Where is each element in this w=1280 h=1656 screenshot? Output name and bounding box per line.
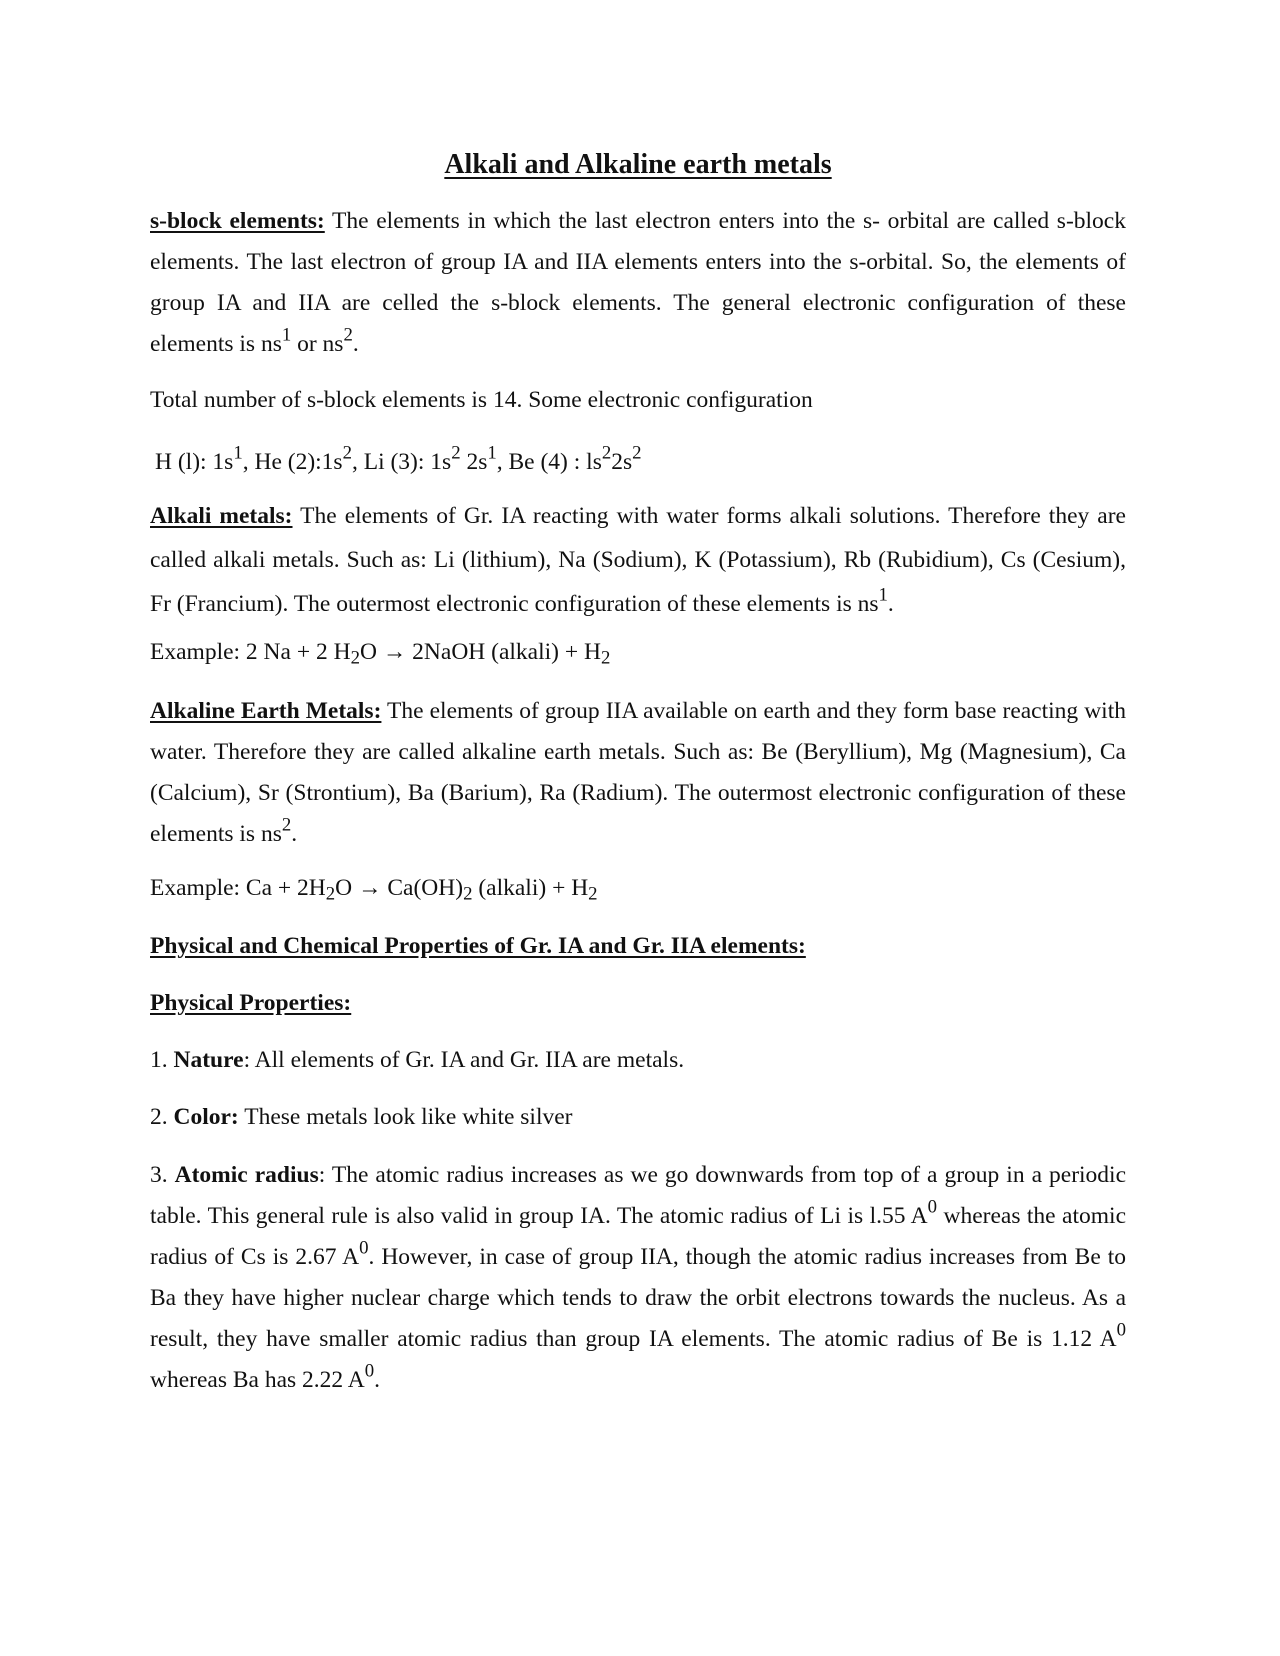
alkaline-earth-text-2: . (291, 821, 298, 847)
example-1-line (150, 632, 1126, 673)
property-item-nature (150, 1040, 1126, 1081)
config-li-sup-1: 2 (451, 442, 461, 464)
config-be-sup-2: 2 (632, 442, 642, 464)
item-1-text: : All elements of Gr. IA and Gr. IIA are metals. (243, 1047, 685, 1073)
config-h: H (l): 1s (155, 449, 234, 475)
s-block-sup-2: 2 (343, 324, 353, 346)
s-block-label: s-block elements: (150, 208, 325, 234)
example-1-sub-1: 2 (350, 647, 360, 669)
item-1-number: 1. (150, 1047, 174, 1073)
config-be: , Be (4) : ls (496, 449, 602, 475)
example-2-line (150, 868, 1126, 909)
item-3-sup-2: 0 (359, 1237, 369, 1259)
item-2-text: These metals look like white silver (238, 1104, 573, 1130)
property-item-atomic-radius (150, 1155, 1126, 1401)
alkali-paragraph (150, 494, 1126, 626)
s-block-text-3: . (352, 331, 359, 357)
item-2-label: Color: (173, 1104, 239, 1130)
item-3-sup-1: 0 (927, 1196, 938, 1218)
item-3-sup-3: 0 (1116, 1319, 1126, 1341)
item-3-label: Atomic radius (174, 1162, 319, 1188)
alkali-sup: 1 (878, 584, 888, 606)
item-3-sup-4: 0 (364, 1360, 375, 1382)
example-1-a: Example: 2 Na + 2 H (150, 639, 351, 665)
s-block-sup-1: 1 (281, 324, 292, 346)
example-2-b: O → Ca(OH) (335, 875, 464, 901)
item-3-number: 3. (150, 1162, 175, 1188)
alkaline-earth-sup: 2 (281, 814, 292, 836)
s-block-text: The elements in which the last electron enters into the s- orbital are called s-block elements. The last electron of group IA and IIA elements enters into the s-orbital. So, the elements of group IA and IIA are celled the s-block elements. The general electronic configuration of these elements is ns (150, 208, 1126, 357)
item-3-text-1: : The atomic radius increases as we go downwards from top of a group in a periodic table. This general rule is also valid in group IA. The atomic radius of Li is l.55 A (150, 1162, 1127, 1229)
item-3-text-2: whereas the atomic radius of Cs is 2.67 A (150, 1203, 1127, 1270)
config-li: , Li (3): 1s (351, 449, 452, 475)
total-paragraph: Total number of s-block elements is 14. Some electronic configuration (150, 387, 813, 413)
config-li-sup-2: 1 (487, 442, 497, 464)
physical-properties-heading: Physical Properties: (150, 990, 352, 1016)
example-2-a: Example: Ca + 2H (150, 875, 326, 901)
config-be-mid: 2s (611, 449, 633, 475)
config-he: , He (2):1s (242, 449, 343, 475)
alkaline-earth-label: Alkaline Earth Metals: (150, 698, 382, 724)
example-1-sub-2: 2 (600, 647, 611, 669)
properties-heading: Physical and Chemical Properties of Gr. IA and Gr. IIA elements: (150, 933, 806, 959)
alkali-label: Alkali metals: (150, 503, 293, 529)
alkali-text: The elements of Gr. IA reacting with water forms alkali solutions. Therefore they are called alkali metals. Such as: Li (lithium), Na (Sodium), K (Potassium), Rb (Rubidium), Cs (Cesium), Fr (Francium). The outermost electronic configuration of these elements is ns (150, 503, 1126, 617)
s-block-paragraph (150, 201, 1126, 365)
alkali-text-2: . (887, 591, 894, 617)
config-li-mid: 2s (460, 449, 488, 475)
config-h-sup: 1 (233, 442, 243, 464)
item-3-text-5: . (374, 1367, 380, 1393)
page-title: Alkali and Alkaline earth metals (444, 149, 832, 180)
config-be-sup-1: 2 (601, 442, 612, 464)
example-2-sub-3: 2 (588, 883, 598, 905)
example-2-c: (alkali) + H (472, 875, 589, 901)
s-block-text-2: or ns (291, 331, 344, 357)
item-1-label: Nature (173, 1047, 244, 1073)
example-2-sub-2: 2 (463, 883, 473, 905)
property-item-color (150, 1097, 1126, 1138)
configuration-line (155, 442, 1131, 483)
alkaline-earth-text: The elements of group IIA available on earth and they form base reacting with water. Therefore they are called alkaline earth metals. Such as: Be (Beryllium), Mg (Magnesium), Ca (Calcium), Sr (Strontium), Ba (Barium), Ra (Radium). The outermost electronic configuration of these elements is ns (150, 698, 1126, 847)
item-2-number: 2. (150, 1104, 174, 1130)
item-3-text-3: . However, in case of group IIA, though the atomic radius increases from Be to Ba they have higher nuclear charge which tends to draw the orbit electrons towards the nucleus. As a result, they have smaller atomic radius than group IA elements. The atomic radius of Be is 1.12 A (150, 1244, 1126, 1352)
example-1-b: O → 2NaOH (alkali) + H (359, 639, 601, 665)
item-3-text-4: whereas Ba has 2.22 A (150, 1367, 365, 1393)
example-2-sub-1: 2 (325, 883, 336, 905)
alkaline-earth-paragraph (150, 691, 1126, 855)
config-he-sup: 2 (342, 442, 352, 464)
